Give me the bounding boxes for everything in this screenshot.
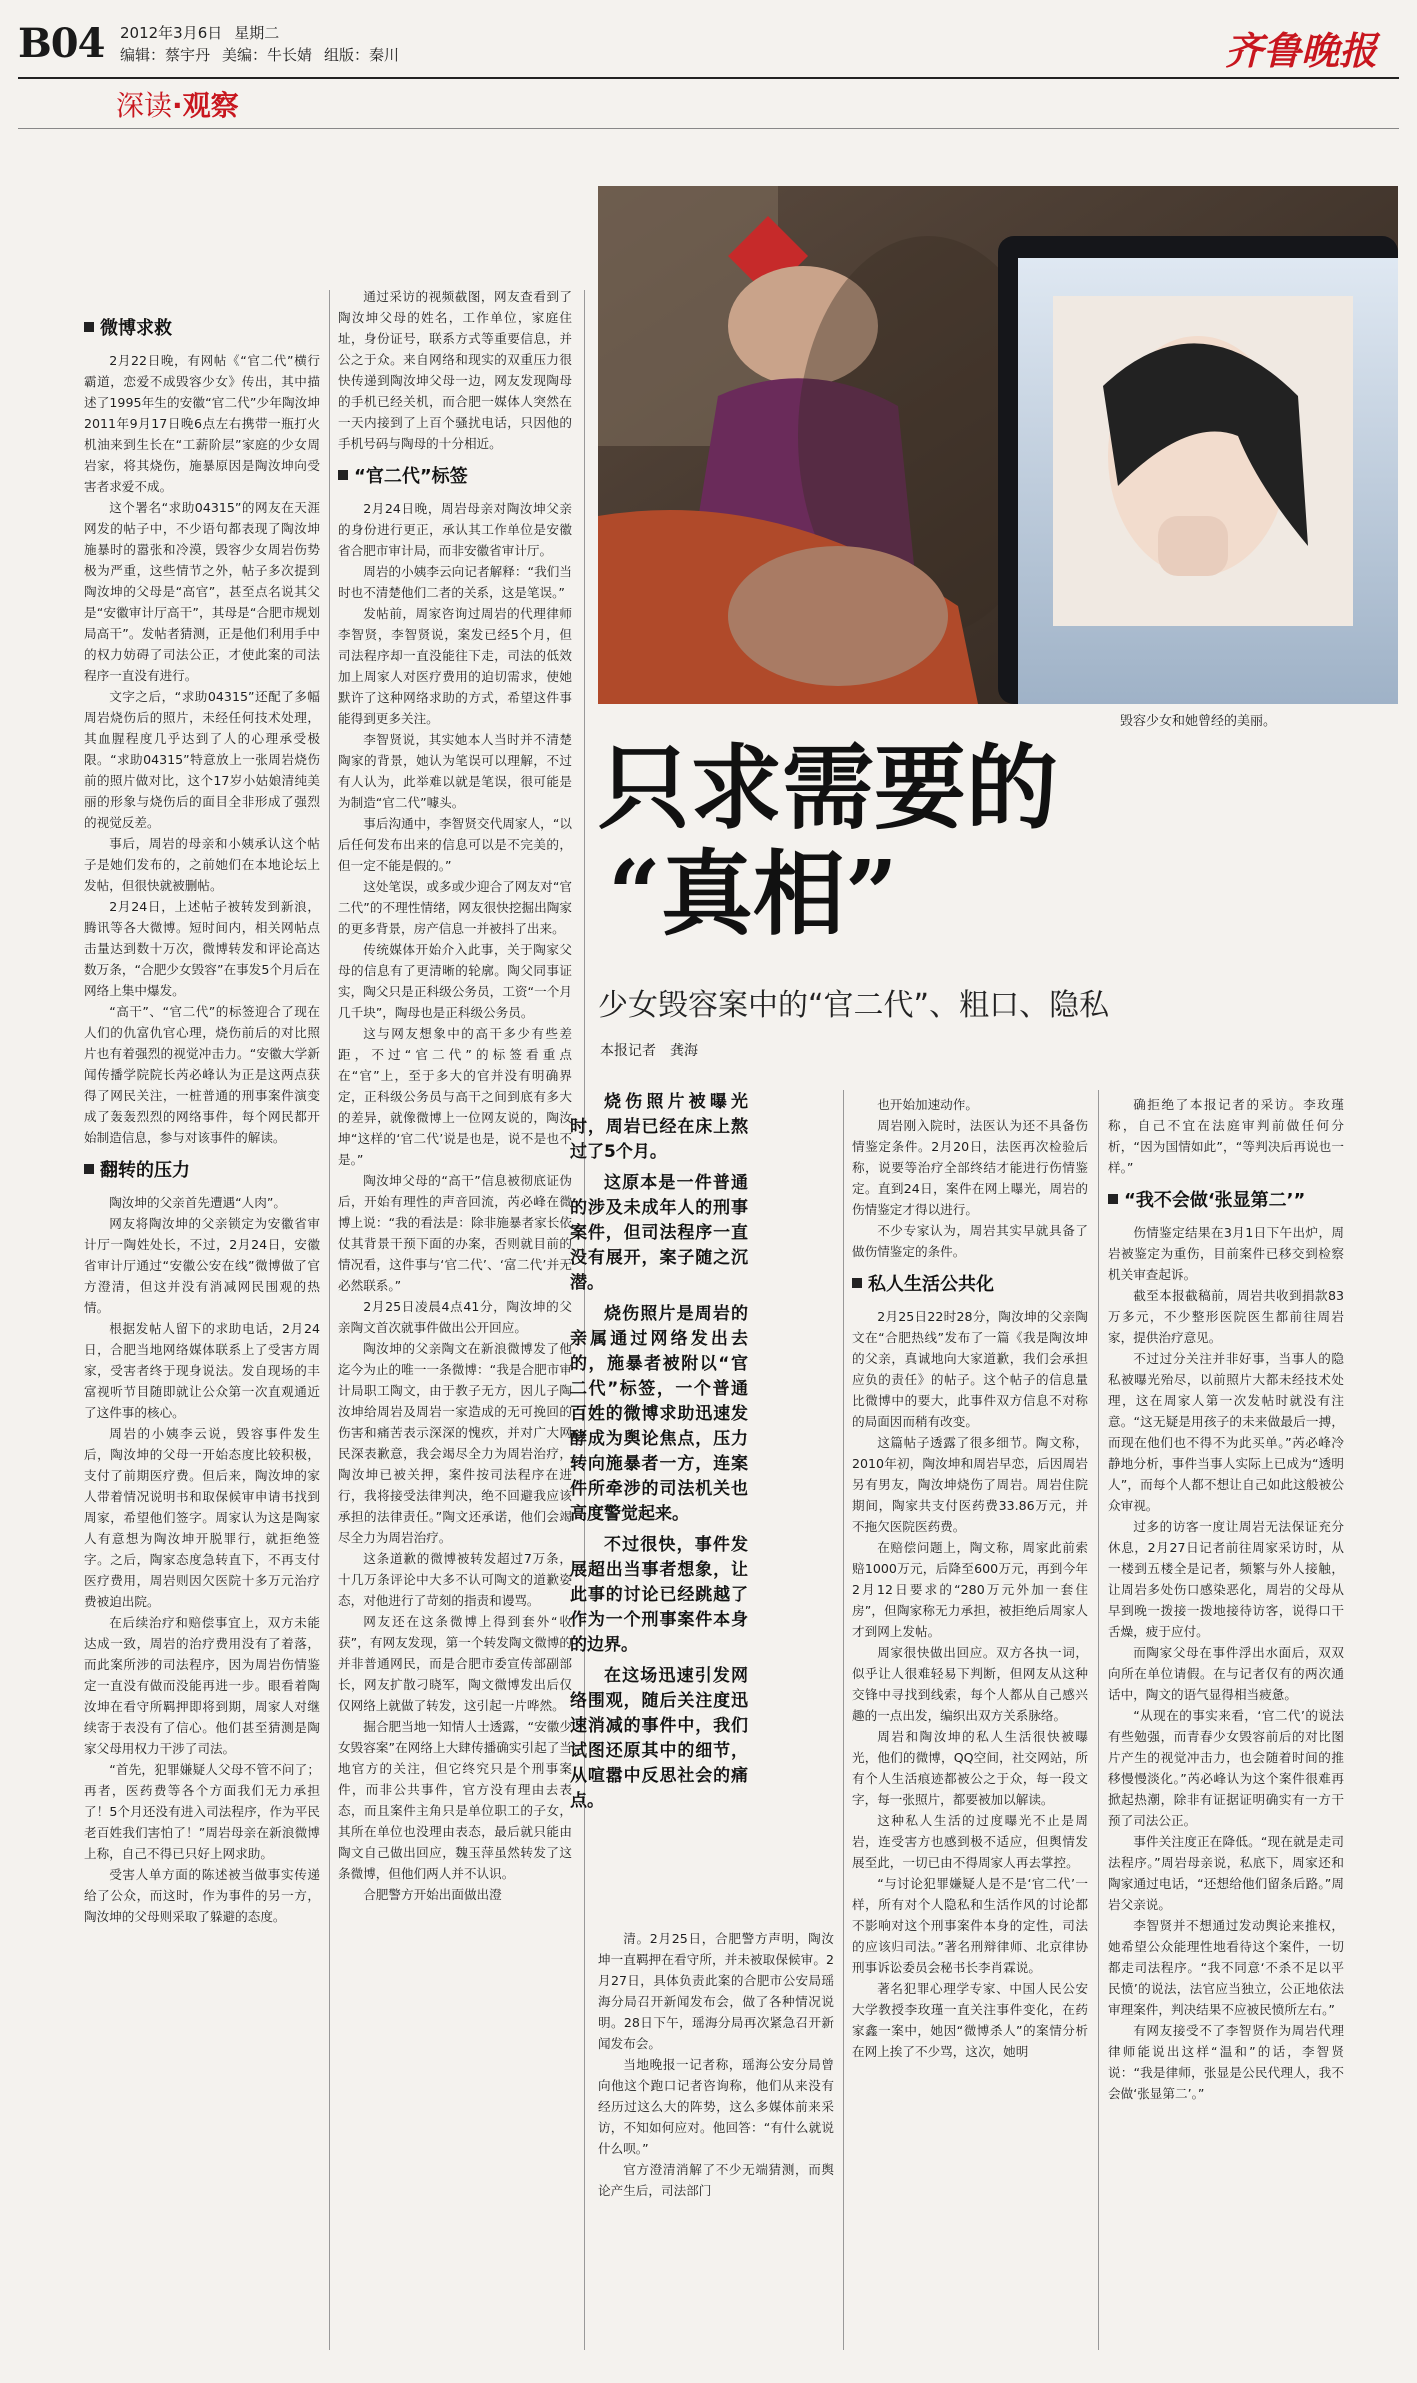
paragraph: 2月25日凌晨4点41分，陶汝坤的父亲陶文首次就事件做出公开回应。 (338, 1299, 572, 1335)
paragraph: 这条道歉的微博被转发超过7万条，十几万条评论中大多不认可陶文的道歉姿态，对他进行了苛刻的指责和谩骂。 (338, 1551, 572, 1608)
column-4-part-2 (852, 1306, 1088, 2062)
issue-date: 2012年3月6日 (120, 24, 223, 42)
page-number: B04 (18, 20, 105, 67)
column-divider (843, 1090, 844, 2350)
paragraph: 清。2月25日，合肥警方声明，陶汝坤一直羁押在看守所，并未被取保候审。2月27日，具体负责此案的合肥市公安局瑶海分局召开新闻发布会，做了各种情况说明。28日下午，瑶海分局再次紧急召开新闻发布会。 (598, 1931, 834, 2051)
photo-caption: 毁容少女和她曾经的美丽。 (1120, 714, 1277, 729)
paragraph: 事件关注度正在降低。“现在就是走司法程序。”周岩母亲说，私底下，周家还和陶家通过电话，“还想给他们留条后路。”周岩父亲说。 (1108, 1834, 1344, 1912)
column-2-part-1 (338, 286, 572, 454)
issue-weekday: 星期二 (234, 24, 280, 42)
newspaper-masthead: 齐鲁晚报 (1224, 28, 1377, 73)
section-rule (18, 128, 1399, 129)
headline-line-2: “真相” (608, 840, 898, 948)
paragraph: 周岩和陶汝坤的私人生活很快被曝光，他们的微博，QQ空间，社交网站，所有个人生活痕迹都被公之于众，每一段文字，每一张照片，都要被加以解读。 (852, 1729, 1088, 1807)
column-1-part-1 (84, 350, 320, 1148)
paragraph: “高干”、“官二代”的标签迎合了现在人们的仇富仇官心理，烧伤前后的对比照片也有着强烈的视觉冲击力。“安徽大学新闻传播学院院长芮必峰认为正是这两点获得了网民关注，一桩普通的刑事案件演变成了轰轰烈烈的网络事件，每个网民都开始制造信息，参与对该事件的解读。 (84, 1004, 320, 1145)
article-column-1 (84, 306, 320, 1927)
photo-illustration (598, 186, 1398, 704)
paragraph: 官方澄清消解了不少无端猜测，而舆论产生后，司法部门 (598, 2162, 834, 2198)
lead-paragraph: 烧伤照片被曝光时，周岩已经在床上熬过了5个月。 (570, 1092, 748, 1162)
column-2-part-2 (338, 498, 572, 1905)
paragraph: 根据发帖人留下的求助电话，2月24日，合肥当地网络媒体联系上了受害方周家，受害者终于现身说法。发自现场的丰富视听节目随即就让公众第一次直观通近了这件事的核心。 (84, 1321, 320, 1420)
paragraph: 这个署名“求助04315”的网友在天涯网发的帖子中，不少语句都表现了陶汝坤施暴时的嚣张和冷漠，毁容少女周岩伤势极为严重，这些情节之外，帖子多次提到陶汝坤的父母是“高官”，甚至点名说其父是“安徽审计厅高干”，其母是“合肥市规划局高干”。发帖者猜测，正是他们利用手中的权力妨碍了司法公正，才使此案的司法程序一直没有进行。 (84, 500, 320, 683)
paragraph: 在后续治疗和赔偿事宜上，双方未能达成一致，周岩的治疗费用没有了着落，而此案所涉的司法程序，因为周岩伤情鉴定一直没有做而没能再进一步。眼看着陶汝坤在看守所羁押即将到期，周家人对继续寄于表没有了信心。他们甚至猜测是陶家父母用权力干涉了司法。 (84, 1615, 320, 1756)
paragraph: 也开始加速动作。 (877, 1097, 978, 1112)
paragraph: 陶汝坤父母的“高干”信息被彻底证伪后，开始有理性的声音回流，芮必峰在微博上说：“我的看法是：除非施暴者家长依仗其背景干预下面的办案，否则就目前的情况看，这件事与‘官二代’、‘富二代’并无必然联系。” (338, 1173, 572, 1293)
paragraph: 而陶家父母在事件浮出水面后，双双向所在单位请假。在与记者仅有的两次通话中，陶文的语气显得相当疲惫。 (1108, 1645, 1344, 1702)
paragraph: 李智贤并不想通过发动舆论来推权，她希望公众能理性地看待这个案件，一切都走司法程序。“我不同意‘不杀不足以平民愤’的说法，法官应当独立，公正地依法审理案件，判决结果不应被民愤所左右。” (1108, 1918, 1344, 2017)
subheading-weibo-help: 微博求救 (84, 316, 320, 342)
paragraph: 受害人单方面的陈述被当做事实传递给了公众，而这时，作为事件的另一方，陶汝坤的父母则采取了躲避的态度。 (84, 1867, 320, 1924)
paragraph: 不少专家认为，周岩其实早就具备了做伤情鉴定的条件。 (852, 1223, 1088, 1259)
section-name-a: 深读 (116, 89, 173, 122)
section-title (116, 84, 239, 124)
paragraph: 发帖前，周家咨询过周岩的代理律师李智贤，李智贤说，案发已经5个月，但司法程序却一直没能往下走，司法的低效加上周家人对医疗费用的迫切需求，使她默许了这种网络求助的方式，希望这件事能得到更多关注。 (338, 606, 572, 726)
column-divider (329, 290, 330, 2350)
lead-paragraph: 烧伤照片是周岩的亲属通过网络发出去的，施暴者被附以“官二代”标签，一个普通百姓的微博求助迅速发酵成为舆论焦点，压力转向施暴者一方，连案件所牵涉的司法机关也高度警觉起来。 (570, 1304, 748, 1524)
subheading-not-zhang-xian: “我不会做‘张显第二’” (1108, 1188, 1344, 1214)
subheading-pressure-reversal: 翻转的压力 (84, 1158, 320, 1184)
paragraph: “从现在的事实来看，‘官二代’的说法有些勉强，而青春少女毁容前后的对比图片产生的视觉冲击力，也会随着时间的推移慢慢淡化。”芮必峰认为这个案件很难再掀起热潮，除非有证据证明确实有一方干预了司法公正。 (1108, 1708, 1344, 1828)
column-divider (1098, 1090, 1099, 2350)
paragraph: 当地晚报一记者称，瑶海公安分局曾向他这个跑口记者咨询称，他们从来没有经历过这么大的阵势，这么多媒体前来采访，不知如何应对。他回答：“有什么就说什么呗。” (598, 2057, 834, 2156)
paragraph: “首先，犯罪嫌疑人父母不管不问了；再者，医药费等各个方面我们无力承担了！5个月还没有进入司法程序，作为平民老百姓我们害怕了！”周岩母亲在新浪微博上称，自己不得已只好上网求助。 (84, 1762, 320, 1861)
paragraph: 事后沟通中，李智贤交代周家人，“以后任何发布出来的信息可以是不完美的，但一定不能是假的。” (338, 816, 572, 873)
paragraph: 著名犯罪心理学专家、中国人民公安大学教授李玫瑾一直关注事件变化，在药家鑫一案中，她因“微博杀人”的案情分析在网上挨了不少骂，这次，她明 (852, 1981, 1088, 2059)
paragraph: 传统媒体开始介入此事，关于陶家父母的信息有了更清晰的轮廓。陶父同事证实，陶父只是正科级公务员，工资“一个月几千块”，陶母也是正科级公务员。 (338, 942, 572, 1020)
paragraph: 2月25日22时28分，陶汝坤的父亲陶文在“合肥热线”发布了一篇《我是陶汝坤的父亲，真诚地向大家道歉，我们会承担应负的责任》的帖子。这个帖子的信息量比微博中的要大，此事件双方信息不对称的局面因而稍有改变。 (852, 1309, 1088, 1429)
header-rule (18, 77, 1399, 79)
article-headline (598, 735, 1058, 947)
paragraph: “与讨论犯罪嫌疑人是不是‘官二代’一样，所有对个人隐私和生活作风的讨论都不影响对这个刑事案件本身的定性，司法的应该归司法。”著名刑辩律师、北京律协刑事诉讼委员会秘书长李肖霖说。 (852, 1876, 1088, 1975)
section-name-b: 观察 (182, 89, 239, 122)
paragraph: 在赔偿问题上，陶文称，周家此前索赔1000万元，后降至600万元，再到今年2月12日要求的“280万元外加一套住房”，但陶家称无力承担，被拒绝后周家人才到网上发帖。 (852, 1540, 1088, 1639)
editor-credit: 编辑：蔡宇丹 (120, 46, 211, 64)
article-column-3 (598, 1928, 834, 2201)
paragraph: 过多的访客一度让周岩无法保证充分休息，2月27日记者前往周家采访时，从一楼到五楼全是记者，频繁与外人接触，让周岩多处伤口感染恶化，周岩的父母从早到晚一拨接一拨地接待访客，说得口干舌燥，疲于应付。 (1108, 1519, 1344, 1639)
column-5-part-2 (1108, 1222, 1344, 2104)
news-photo (598, 186, 1398, 704)
subheading-private-life-public: 私人生活公共化 (852, 1272, 1088, 1298)
paragraph: 周岩刚入院时，法医认为还不具备伤情鉴定条件。2月20日，法医再次检验后称，说要等治疗全部终结才能进行伤情鉴定。直到24日，案件在网上曝光，周岩的伤情鉴定才得以进行。 (852, 1118, 1088, 1217)
paragraph: 这篇帖子透露了很多细节。陶文称，2010年初，陶汝坤和周岩早恋，后因周岩另有男友，陶汝坤烧伤了周岩。周岩住院期间，陶家共支付医药费33.86万元，并不拖欠医院医药费。 (852, 1435, 1088, 1534)
paragraph: 确拒绝了本报记者的采访。李玫瑾称，自己不宜在法庭审判前做任何分析，“因为国情如此”，“等判决后再说也一样。” (1108, 1097, 1344, 1175)
column-1-part-2 (84, 1192, 320, 1927)
paragraph: 文字之后，“求助04315”还配了多幅周岩烧伤后的照片，未经任何技术处理，其血腥程度几乎达到了人的心理承受极限。“求助04315”特意放上一张周岩烧伤前的照片做对比，这个17岁小姑娘清纯美丽的形象与烧伤后的面目全非形成了强烈的视觉反差。 (84, 689, 320, 830)
art-credit: 美编：牛长婧 (222, 46, 313, 64)
paragraph: 截至本报截稿前，周岩共收到捐款83万多元，不少整形医院医生都前往周岩家，提供治疗意见。 (1108, 1288, 1344, 1345)
issue-meta (120, 22, 411, 66)
paragraph: 2月24日，上述帖子被转发到新浪，腾讯等各大微博。短时间内，相关网帖点击量达到数十万次，微博转发和评论高达数万条，“合肥少女毁容”在事发5个月后在网络上集中爆发。 (84, 899, 320, 998)
article-column-2 (338, 286, 572, 1905)
paragraph: 事后，周岩的母亲和小姨承认这个帖子是她们发布的，之前她们在本地论坛上发帖，但很快就被删帖。 (84, 836, 320, 893)
section-dot: · (172, 89, 183, 122)
headline-line-1: 只求需要的 (598, 734, 1059, 842)
paragraph: 这与网友想象中的高干多少有些差距，不过“官二代”的标签看重点在“官”上，至于多大的官并没有明确界定，正科级公务员与高干之间到底有多大的差异，就像微博上一位网友说的，陶汝坤“这样的‘官二代’说是也是，说不是也不是。” (338, 1026, 572, 1167)
article-column-5 (1108, 1094, 1344, 2104)
lead-paragraph: 在这场迅速引发网络围观，随后关注度迅速消减的事件中，我们试图还原其中的细节，从喧嚣中反思社会的痛点。 (570, 1666, 748, 1811)
column-4-part-1 (852, 1094, 1088, 1262)
paragraph: 2月24日晚，周岩母亲对陶汝坤父亲的身份进行更正，承认其工作单位是安徽省合肥市审计局，而非安徽省审计厅。 (338, 501, 572, 558)
paragraph: 不过过分关注并非好事，当事人的隐私被曝光殆尽，以前照片大都未经技术处理，这在周家人第一次发帖时就没有注意。“这无疑是用孩子的未来做最后一搏，而现在他们也不得不为此买单。”芮必峰冷静地分析，事件当事人实际上已成为“透明人”，而每个人都不想让自己如此这般被公众审视。 (1108, 1351, 1344, 1513)
lead-text (570, 1090, 748, 1820)
paragraph: 有网友接受不了李智贤作为周岩代理律师能说出这样“温和”的话，李智贤说：“我是律师，张显是公民代理人，我不会做‘张显第二’。” (1108, 2023, 1344, 2101)
byline: 本报记者 龚海 (600, 1043, 698, 1059)
paragraph: 伤情鉴定结果在3月1日下午出炉，周岩被鉴定为重伤，目前案件已移交到检察机关审查起诉。 (1108, 1225, 1344, 1282)
paragraph: 周岩的小姨李云说，毁容事件发生后，陶汝坤的父母一开始态度比较积极，支付了前期医疗费。但后来，陶汝坤的家人带着情况说明书和取保候审申请书找到周家，希望他们签字。周家认为这是陶家人有意想为陶汝坤开脱罪行，就拒绝签字。之后，陶家态度急转直下，不再支付医疗费用，周岩则因欠医院十多万元治疗费被迫出院。 (84, 1426, 320, 1609)
article-subtitle: 少女毁容案中的“官二代”、粗口、隐私 (598, 988, 1110, 1023)
article-column-4 (852, 1094, 1088, 2062)
paragraph: 这种私人生活的过度曝光不止是周岩，连受害方也感到极不适应，但舆情发展至此，一切已由不得周家人再去掌控。 (852, 1813, 1088, 1870)
paragraph: 掘合肥当地一知情人士透露，“安徽少女毁容案”在网络上大肆传播确实引起了当地官方的关注，但它终究只是个刑事案件，而非公共事件，官方没有理由去表态，而且案件主角只是单位职工的子女，其所在单位也没理由表态，最后就只能由陶文自己做出回应，魏玉萍虽然转发了这条微博，但他们两人并不认识。 (338, 1719, 572, 1881)
paragraph: 陶汝坤的父亲陶文在新浪微博发了他迄今为止的唯一一条微博：“我是合肥市审计局职工陶文，由于教子无方，因儿子陶汝坤给周岩及周岩一家造成的无可挽回的伤害和痛苦表示深深的愧疚，并对广大网民深表歉意，我会竭尽全力为周岩治疗，陶汝坤已被关押，案件按司法程序在进行，我将接受法律判决，绝不回避我应该承担的法律责任。”陶文还承诺，他们会竭尽全力为周岩治疗。 (338, 1341, 572, 1545)
paragraph: 李智贤说，其实她本人当时并不清楚陶家的背景，她认为笔误可以理解，不过有人认为，此举难以就是笔误，很可能是为制造“官二代”噱头。 (338, 732, 572, 810)
paragraph: 2月22日晚，有网帖《“官二代”横行霸道，恋爱不成毁容少女》传出，其中描述了1995年生的安徽“官二代”少年陶汝坤2011年9月17日晚6点左右携带一瓶打火机油来到生长在“工薪阶层”家庭的少女周岩家，将其烧伤，施暴原因是陶汝坤向受害者求爱不成。 (84, 353, 320, 494)
subheading-guan-erdai-label: “官二代”标签 (338, 464, 572, 490)
paragraph: 合肥警方开始出面做出澄 (363, 1887, 502, 1902)
paragraph: 网友还在这条微博上得到套外“收获”，有网友发现，第一个转发陶文微博的并非普通网民，而是合肥市委宣传部副部长，网友扩散刁晓军，陶文微博发出后仅仅网络上就做了转发，这引起一片哗然。 (338, 1614, 572, 1713)
paragraph: 周岩的小姨李云向记者解释：“我们当时也不清楚他们二者的关系，这是笔误。” (338, 564, 572, 600)
column-5-part-1 (1108, 1094, 1344, 1178)
lead-paragraph: 不过很快，事件发展超出当事者想象，让此事的讨论已经跳越了作为一个刑事案件本身的边界。 (570, 1535, 748, 1655)
paragraph: 周家很快做出回应。双方各执一词，似乎让人很难轻易下判断，但网友从这种交锋中寻找到线索，每个人都从自己感兴趣的一点出发，编织出双方关系脉络。 (852, 1645, 1088, 1723)
paragraph: 网友将陶汝坤的父亲锁定为安徽省审计厅一陶姓处长，不过，2月24日，安徽省审计厅通过“安徽公安在线”微博做了官方澄清，但这并没有消减网民围观的热情。 (84, 1216, 320, 1315)
paragraph: 这处笔误，或多或少迎合了网友对“官二代”的不理性情绪，网友很快挖掘出陶家的更多背景，房产信息一并被抖了出来。 (338, 879, 572, 936)
layout-credit: 组版：秦川 (324, 46, 400, 64)
paragraph: 陶汝坤的父亲首先遭遇“人肉”。 (109, 1195, 286, 1210)
lead-paragraph: 这原本是一件普通的涉及未成年人的刑事案件，但司法程序一直没有展开，案子随之沉潜。 (570, 1173, 748, 1293)
paragraph: 通过采访的视频截图，网友查看到了陶汝坤父母的姓名，工作单位，家庭住址，身份证号，联系方式等重要信息，并公之于众。来自网络和现实的双重压力很快传递到陶汝坤父母一边，网友发现陶母的手机已经关机，而合肥一媒体人突然在一天内接到了上百个骚扰电话，只因他的手机号码与陶母的十分相近。 (338, 289, 572, 451)
